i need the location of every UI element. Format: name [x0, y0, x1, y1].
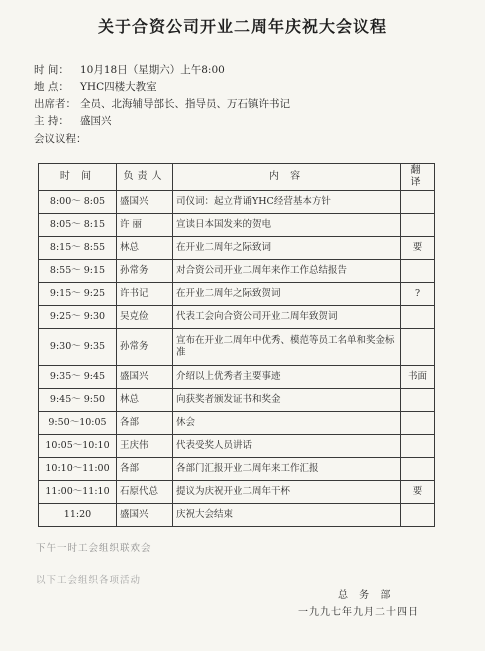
cell-time: 9:25～ 9:30 — [39, 306, 117, 329]
table-row — [39, 412, 435, 435]
cell-translation — [401, 435, 435, 458]
cell-content: 在开业二周年之际致词 — [173, 237, 401, 260]
table-header-row — [39, 164, 435, 191]
cell-content: 庆祝大会结束 — [173, 504, 401, 527]
cell-translation — [401, 389, 435, 412]
document-title: 关于合资公司开业二周年庆祝大会议程 — [97, 17, 387, 36]
cell-time: 11:00～11:10 — [39, 481, 117, 504]
table-row — [39, 458, 435, 481]
table-row — [39, 329, 435, 366]
table-row — [39, 214, 435, 237]
table-row — [39, 389, 435, 412]
cell-time: 8:05～ 8:15 — [39, 214, 117, 237]
table-row — [39, 306, 435, 329]
cell-responsible: 林总 — [117, 237, 173, 260]
cell-translation: 要 — [401, 237, 435, 260]
cell-translation — [401, 329, 435, 366]
cell-translation: 要 — [401, 481, 435, 504]
signature-date: 一九九七年九月二十四日 — [298, 607, 419, 618]
cell-responsible: 盛国兴 — [117, 191, 173, 214]
info-label: 地 点： — [34, 81, 69, 93]
table-row — [39, 435, 435, 458]
cell-responsible: 各部 — [117, 458, 173, 481]
cell-content: 司仪词：起立背诵YHC经营基本方针 — [173, 191, 401, 214]
cell-responsible: 林总 — [117, 389, 173, 412]
faded-note-2: 以下工会组织各项活动 — [36, 575, 142, 586]
cell-responsible: 许书记 — [117, 283, 173, 306]
table-row — [39, 260, 435, 283]
info-time — [34, 62, 290, 79]
cell-responsible: 孙常务 — [117, 260, 173, 283]
info-value: 盛国兴 — [80, 115, 112, 127]
table-row — [39, 366, 435, 389]
info-place — [34, 79, 290, 96]
header-translation: 翻译 — [401, 164, 435, 191]
cell-time: 8:00～ 8:05 — [39, 191, 117, 214]
cell-content: 对合资公司开业二周年来作工作总结报告 — [173, 260, 401, 283]
cell-translation — [401, 214, 435, 237]
cell-content: 介绍以上优秀者主要事迹 — [173, 366, 401, 389]
cell-content: 宣布在开业二周年中优秀、模范等员工名单和奖金标准 — [173, 329, 401, 366]
agenda-table — [38, 163, 435, 527]
cell-translation — [401, 504, 435, 527]
table-row — [39, 283, 435, 306]
cell-content: 提议为庆祝开业二周年干杯 — [173, 481, 401, 504]
cell-translation — [401, 458, 435, 481]
cell-responsible: 吴克俭 — [117, 306, 173, 329]
cell-translation — [401, 306, 435, 329]
cell-content: 代表受奖人员讲话 — [173, 435, 401, 458]
cell-responsible: 孙常务 — [117, 329, 173, 366]
info-label: 时 间： — [34, 64, 69, 76]
info-attendees — [34, 96, 290, 113]
cell-translation: ? — [401, 283, 435, 306]
faded-note-1: 下午一时工会组织联欢会 — [36, 543, 152, 554]
table-row — [39, 191, 435, 214]
cell-time: 8:15～ 8:55 — [39, 237, 117, 260]
cell-responsible: 许 丽 — [117, 214, 173, 237]
cell-time: 9:50～10:05 — [39, 412, 117, 435]
cell-time: 9:30～ 9:35 — [39, 329, 117, 366]
info-value: YHC四楼大教室 — [80, 81, 157, 93]
info-label: 出席者： — [34, 98, 76, 110]
cell-content: 各部门汇报开业二周年来工作汇报 — [173, 458, 401, 481]
agenda-label: 会议议程： — [34, 133, 87, 145]
cell-time: 9:35～ 9:45 — [39, 366, 117, 389]
meeting-info — [34, 62, 290, 130]
table-row — [39, 481, 435, 504]
cell-content: 在开业二周年之际致贺词 — [173, 283, 401, 306]
cell-responsible: 盛国兴 — [117, 504, 173, 527]
cell-time: 9:45～ 9:50 — [39, 389, 117, 412]
cell-content: 宣读日本国发来的贺电 — [173, 214, 401, 237]
cell-translation — [401, 412, 435, 435]
cell-responsible: 王庆伟 — [117, 435, 173, 458]
info-value: 全员、北海辅导部长、指导员、万石镇许书记 — [80, 98, 290, 110]
cell-translation: 书面 — [401, 366, 435, 389]
cell-translation — [401, 191, 435, 214]
cell-responsible: 石原代总 — [117, 481, 173, 504]
table-row — [39, 504, 435, 527]
cell-content: 代表工会向合资公司开业二周年致贺词 — [173, 306, 401, 329]
cell-responsible: 盛国兴 — [117, 366, 173, 389]
cell-responsible: 各部 — [117, 412, 173, 435]
cell-translation — [401, 260, 435, 283]
cell-time: 10:10～11:00 — [39, 458, 117, 481]
header-content: 内 容 — [173, 164, 401, 191]
table-row — [39, 237, 435, 260]
info-label: 主 持： — [34, 115, 69, 127]
cell-content: 休会 — [173, 412, 401, 435]
cell-time: 8:55～ 9:15 — [39, 260, 117, 283]
header-responsible: 负责人 — [117, 164, 173, 191]
cell-time: 11:20 — [39, 504, 117, 527]
info-host — [34, 113, 290, 130]
info-value: 10月18日（星期六）上午8:00 — [80, 64, 225, 76]
agenda-body — [39, 191, 435, 527]
cell-content: 向获奖者颁发证书和奖金 — [173, 389, 401, 412]
cell-time: 10:05～10:10 — [39, 435, 117, 458]
cell-time: 9:15～ 9:25 — [39, 283, 117, 306]
header-time: 时 间 — [39, 164, 117, 191]
signature-department: 总 务 部 — [338, 590, 395, 601]
